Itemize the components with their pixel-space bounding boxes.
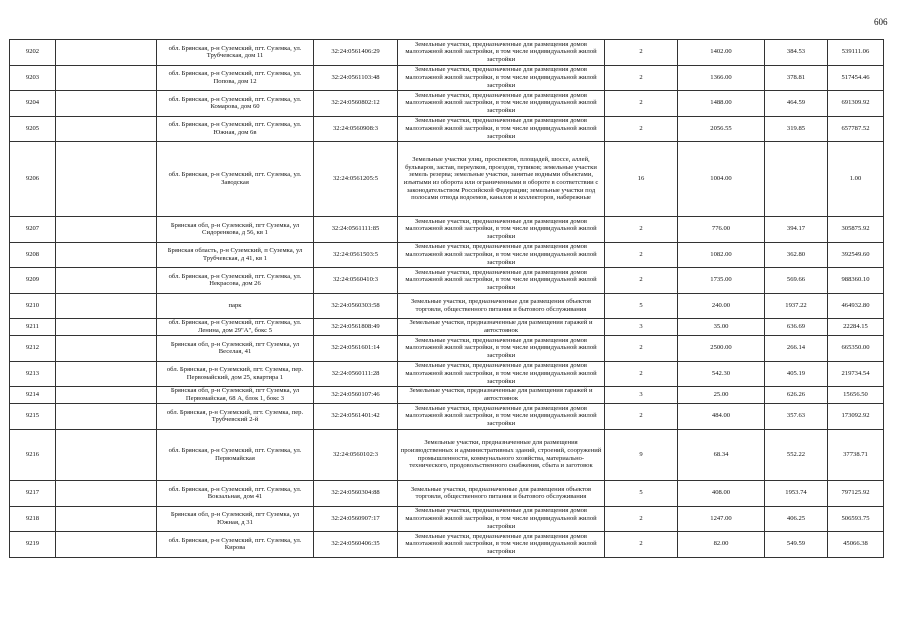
row-number-cell: 9212 bbox=[10, 336, 56, 362]
table-row bbox=[10, 242, 884, 268]
table-row bbox=[10, 404, 884, 430]
cadastral-number-cell: 32:24:0561401:42 bbox=[314, 404, 398, 430]
table-row bbox=[10, 40, 884, 66]
specific-value-cell: 552.22 bbox=[765, 429, 828, 481]
use-group-cell: 3 bbox=[605, 387, 678, 404]
table-row bbox=[10, 116, 884, 142]
specific-value-cell: 636.69 bbox=[765, 319, 828, 336]
cadastral-number-cell: 32:24:0560111:28 bbox=[314, 361, 398, 387]
cadastral-number-cell: 32:24:0560908:3 bbox=[314, 116, 398, 142]
land-use-cell: Земельные участки, предназначенные для размещения домов малоэтажной жилой застройки, в том числе индивидуальной жилой застройки bbox=[398, 217, 605, 243]
use-group-cell: 2 bbox=[605, 268, 678, 294]
use-group-cell: 9 bbox=[605, 429, 678, 481]
address-cell: Брянская обл, р-н Суземский, пгт Суземка, ул Южная, д 31 bbox=[157, 506, 314, 532]
address-cell: обл. Брянская, р-н Суземский, пгт. Суземка, ул. Заводская bbox=[157, 142, 314, 217]
use-group-cell: 2 bbox=[605, 65, 678, 91]
table-row bbox=[10, 532, 884, 558]
table-row bbox=[10, 506, 884, 532]
area-cell: 1247.00 bbox=[678, 506, 765, 532]
specific-value-cell: 626.26 bbox=[765, 387, 828, 404]
cadastral-number-cell: 32:24:0560304:88 bbox=[314, 481, 398, 507]
area-cell: 25.00 bbox=[678, 387, 765, 404]
cadastral-value-cell: 665350.00 bbox=[828, 336, 884, 362]
land-use-cell: Земельные участки, предназначенные для размещения объектов торговли, общественного питания и бытового обслуживания bbox=[398, 293, 605, 319]
table-row bbox=[10, 319, 884, 336]
specific-value-cell: 1937.22 bbox=[765, 293, 828, 319]
row-number-cell: 9209 bbox=[10, 268, 56, 294]
land-use-cell: Земельные участки, предназначенные для размещения домов малоэтажной жилой застройки, в том числе индивидуальной жилой застройки bbox=[398, 91, 605, 117]
table-row bbox=[10, 336, 884, 362]
empty-cell bbox=[56, 319, 157, 336]
use-group-cell: 2 bbox=[605, 91, 678, 117]
specific-value-cell: 464.59 bbox=[765, 91, 828, 117]
cadastral-number-cell: 32:24:0560410:3 bbox=[314, 268, 398, 294]
area-cell: 82.00 bbox=[678, 532, 765, 558]
cadastral-number-cell: 32:24:0561503:5 bbox=[314, 242, 398, 268]
address-cell: Брянская обл, р-н Суземский, пгт Суземка, ул Первомайская, 68 А, блок 1, бокс 3 bbox=[157, 387, 314, 404]
table-row bbox=[10, 217, 884, 243]
use-group-cell: 2 bbox=[605, 336, 678, 362]
row-number-cell: 9202 bbox=[10, 40, 56, 66]
address-cell: обл. Брянская, р-н Суземский, пгт. Суземка, ул. Кирова bbox=[157, 532, 314, 558]
row-number-cell: 9219 bbox=[10, 532, 56, 558]
address-cell: обл. Брянская, р-н Суземский, пгт. Суземка, ул. Некрасова, дом 26 bbox=[157, 268, 314, 294]
row-number-cell: 9211 bbox=[10, 319, 56, 336]
row-number-cell: 9216 bbox=[10, 429, 56, 481]
cadastral-value-cell: 22284.15 bbox=[828, 319, 884, 336]
cadastral-value-cell: 691309.92 bbox=[828, 91, 884, 117]
specific-value-cell: 394.17 bbox=[765, 217, 828, 243]
empty-cell bbox=[56, 429, 157, 481]
specific-value-cell: 1953.74 bbox=[765, 481, 828, 507]
area-cell: 1366.00 bbox=[678, 65, 765, 91]
row-number-cell: 9213 bbox=[10, 361, 56, 387]
area-cell: 484.00 bbox=[678, 404, 765, 430]
address-cell: Брянская обл, р-н Суземский, пгт Суземка, ул Веселая, 41 bbox=[157, 336, 314, 362]
cadastral-value-cell: 797125.92 bbox=[828, 481, 884, 507]
area-cell: 1082.00 bbox=[678, 242, 765, 268]
cadastral-number-cell: 32:24:0561205:5 bbox=[314, 142, 398, 217]
cadastral-value-cell: 1.00 bbox=[828, 142, 884, 217]
cadastral-value-cell: 517454.46 bbox=[828, 65, 884, 91]
area-cell: 68.34 bbox=[678, 429, 765, 481]
area-cell: 2500.00 bbox=[678, 336, 765, 362]
cadastral-number-cell: 32:24:0561103:48 bbox=[314, 65, 398, 91]
empty-cell bbox=[56, 387, 157, 404]
address-cell: парк bbox=[157, 293, 314, 319]
cadastral-number-cell: 32:24:0561406:29 bbox=[314, 40, 398, 66]
specific-value-cell: 378.81 bbox=[765, 65, 828, 91]
land-use-cell: Земельные участки, предназначенные для размещения домов малоэтажной жилой застройки, в том числе индивидуальной жилой застройки bbox=[398, 532, 605, 558]
land-use-cell: Земельные участки, предназначенные для размещения домов малоэтажной жилой застройки, в том числе индивидуальной жилой застройки bbox=[398, 361, 605, 387]
specific-value-cell: 266.14 bbox=[765, 336, 828, 362]
cadastral-value-cell: 988360.10 bbox=[828, 268, 884, 294]
table-row bbox=[10, 91, 884, 117]
land-use-cell: Земельные участки, предназначенные для размещения гаражей и автостоянок bbox=[398, 319, 605, 336]
area-cell: 542.30 bbox=[678, 361, 765, 387]
address-cell: Брянская обл, р-н Суземский, пгт Суземка, ул Сидоренкова, д 56, кв 1 bbox=[157, 217, 314, 243]
land-use-cell: Земельные участки, предназначенные для размещения гаражей и автостоянок bbox=[398, 387, 605, 404]
land-use-cell: Земельные участки, предназначенные для размещения домов малоэтажной жилой застройки, в том числе индивидуальной жилой застройки bbox=[398, 506, 605, 532]
cadastral-number-cell: 32:24:0561111:85 bbox=[314, 217, 398, 243]
use-group-cell: 5 bbox=[605, 293, 678, 319]
cadastral-value-cell: 219734.54 bbox=[828, 361, 884, 387]
specific-value-cell: 384.53 bbox=[765, 40, 828, 66]
area-cell: 1735.00 bbox=[678, 268, 765, 294]
land-use-cell: Земельные участки, предназначенные для размещения домов малоэтажной жилой застройки, в том числе индивидуальной жилой застройки bbox=[398, 116, 605, 142]
cadastral-number-cell: 32:24:0561601:14 bbox=[314, 336, 398, 362]
land-use-cell: Земельные участки, предназначенные для размещения домов малоэтажной жилой застройки, в том числе индивидуальной жилой застройки bbox=[398, 40, 605, 66]
empty-cell bbox=[56, 142, 157, 217]
cadastral-number-cell: 32:24:0560107:46 bbox=[314, 387, 398, 404]
land-use-cell: Земельные участки, предназначенные для размещения объектов торговли, общественного питания и бытового обслуживания bbox=[398, 481, 605, 507]
empty-cell bbox=[56, 506, 157, 532]
specific-value-cell: 569.66 bbox=[765, 268, 828, 294]
cadastral-number-cell: 32:24:0560102:3 bbox=[314, 429, 398, 481]
table-body bbox=[10, 40, 884, 558]
row-number-cell: 9207 bbox=[10, 217, 56, 243]
address-cell: обл. Брянская, р-н Суземский, пгт. Суземка, пер. Трубчевский 2-й bbox=[157, 404, 314, 430]
use-group-cell: 2 bbox=[605, 404, 678, 430]
empty-cell bbox=[56, 361, 157, 387]
cadastral-value-cell: 392549.60 bbox=[828, 242, 884, 268]
cadastral-value-cell: 173092.92 bbox=[828, 404, 884, 430]
empty-cell bbox=[56, 481, 157, 507]
empty-cell bbox=[56, 116, 157, 142]
use-group-cell: 2 bbox=[605, 40, 678, 66]
cadastral-number-cell: 32:24:0560802:12 bbox=[314, 91, 398, 117]
empty-cell bbox=[56, 242, 157, 268]
table-row bbox=[10, 429, 884, 481]
specific-value-cell: 405.19 bbox=[765, 361, 828, 387]
cadastral-value-cell: 15656.50 bbox=[828, 387, 884, 404]
table-row bbox=[10, 268, 884, 294]
specific-value-cell: 319.85 bbox=[765, 116, 828, 142]
row-number-cell: 9204 bbox=[10, 91, 56, 117]
area-cell: 776.00 bbox=[678, 217, 765, 243]
address-cell: обл. Брянская, р-н Суземский, пгт. Суземка, ул. Комарова, дом 60 bbox=[157, 91, 314, 117]
cadastral-value-cell: 45066.38 bbox=[828, 532, 884, 558]
area-cell: 1004.00 bbox=[678, 142, 765, 217]
cadastral-value-cell: 37738.71 bbox=[828, 429, 884, 481]
empty-cell bbox=[56, 268, 157, 294]
specific-value-cell bbox=[765, 142, 828, 217]
use-group-cell: 3 bbox=[605, 319, 678, 336]
address-cell: обл. Брянская, р-н Суземский, пгт. Суземка, ул. Южная, дом 6в bbox=[157, 116, 314, 142]
specific-value-cell: 549.59 bbox=[765, 532, 828, 558]
land-registry-table bbox=[9, 39, 884, 558]
land-use-cell: Земельные участки, предназначенные для размещения домов малоэтажной жилой застройки, в том числе индивидуальной жилой застройки bbox=[398, 336, 605, 362]
table-row bbox=[10, 481, 884, 507]
area-cell: 1488.00 bbox=[678, 91, 765, 117]
empty-cell bbox=[56, 217, 157, 243]
table-row bbox=[10, 142, 884, 217]
empty-cell bbox=[56, 293, 157, 319]
area-cell: 35.00 bbox=[678, 319, 765, 336]
address-cell: обл. Брянская, р-н Суземский, пгт. Суземка, ул. Трубчевская, дом 11 bbox=[157, 40, 314, 66]
row-number-cell: 9203 bbox=[10, 65, 56, 91]
row-number-cell: 9208 bbox=[10, 242, 56, 268]
row-number-cell: 9205 bbox=[10, 116, 56, 142]
empty-cell bbox=[56, 404, 157, 430]
cadastral-value-cell: 506593.75 bbox=[828, 506, 884, 532]
empty-cell bbox=[56, 40, 157, 66]
use-group-cell: 2 bbox=[605, 242, 678, 268]
address-cell: обл. Брянская, р-н Суземский, пгт. Суземка, ул. Ленина, дом 29"А", бокс 5 bbox=[157, 319, 314, 336]
row-number-cell: 9210 bbox=[10, 293, 56, 319]
use-group-cell: 2 bbox=[605, 116, 678, 142]
cadastral-value-cell: 657787.52 bbox=[828, 116, 884, 142]
use-group-cell: 2 bbox=[605, 532, 678, 558]
land-use-cell: Земельные участки, предназначенные для размещения домов малоэтажной жилой застройки, в том числе индивидуальной жилой застройки bbox=[398, 242, 605, 268]
table-row bbox=[10, 387, 884, 404]
use-group-cell: 2 bbox=[605, 506, 678, 532]
address-cell: обл. Брянская, р-н Суземский, пгт. Суземка, пер. Первомайский, дом 25, квартира 1 bbox=[157, 361, 314, 387]
specific-value-cell: 362.80 bbox=[765, 242, 828, 268]
empty-cell bbox=[56, 91, 157, 117]
cadastral-number-cell: 32:24:0560406:35 bbox=[314, 532, 398, 558]
specific-value-cell: 406.25 bbox=[765, 506, 828, 532]
cadastral-value-cell: 539111.06 bbox=[828, 40, 884, 66]
cadastral-number-cell: 32:24:0560303:58 bbox=[314, 293, 398, 319]
address-cell: обл. Брянская, р-н Суземский, пгт. Суземка, ул. Первомайская bbox=[157, 429, 314, 481]
row-number-cell: 9217 bbox=[10, 481, 56, 507]
row-number-cell: 9215 bbox=[10, 404, 56, 430]
row-number-cell: 9218 bbox=[10, 506, 56, 532]
table-row bbox=[10, 361, 884, 387]
empty-cell bbox=[56, 532, 157, 558]
table-row bbox=[10, 293, 884, 319]
address-cell: обл. Брянская, р-н Суземский, пгт. Суземка, ул. Попова, дом 12 bbox=[157, 65, 314, 91]
land-use-cell: Земельные участки, предназначенные для размещения домов малоэтажной жилой застройки, в том числе индивидуальной жилой застройки bbox=[398, 65, 605, 91]
page-number: 606 bbox=[874, 17, 888, 27]
row-number-cell: 9206 bbox=[10, 142, 56, 217]
empty-cell bbox=[56, 336, 157, 362]
specific-value-cell: 357.63 bbox=[765, 404, 828, 430]
use-group-cell: 16 bbox=[605, 142, 678, 217]
cadastral-value-cell: 305875.92 bbox=[828, 217, 884, 243]
row-number-cell: 9214 bbox=[10, 387, 56, 404]
land-use-cell: Земельные участки, предназначенные для размещения производственных и административных зданий, строений, сооружений промышленности, коммунального хозяйства, материально-технического, продовольственного снабжения, сбыта и заготовок bbox=[398, 429, 605, 481]
address-cell: Брянская область, р-н Суземский, п Суземка, ул Трубчевская, д 41, кв 1 bbox=[157, 242, 314, 268]
area-cell: 240.00 bbox=[678, 293, 765, 319]
address-cell: обл. Брянская, р-н Суземский, пгт. Суземка, ул. Вокзальная, дом 41 bbox=[157, 481, 314, 507]
land-use-cell: Земельные участки улиц, проспектов, площадей, шоссе, аллей, бульваров, застав, переулков, проездов, тупиков; земельные участки земель резерва; земельные участки, занятые водными объектами, изъятыми из оборота или ограниченными в обороте в соответствии с законодательством Российской Федерации; земельные участки под полосами отвода водоемов, каналов и коллекторов, набережные bbox=[398, 142, 605, 217]
use-group-cell: 2 bbox=[605, 361, 678, 387]
table-row bbox=[10, 65, 884, 91]
cadastral-number-cell: 32:24:0560907:17 bbox=[314, 506, 398, 532]
cadastral-number-cell: 32:24:0561808:49 bbox=[314, 319, 398, 336]
use-group-cell: 5 bbox=[605, 481, 678, 507]
area-cell: 2056.55 bbox=[678, 116, 765, 142]
area-cell: 1402.00 bbox=[678, 40, 765, 66]
land-use-cell: Земельные участки, предназначенные для размещения домов малоэтажной жилой застройки, в том числе индивидуальной жилой застройки bbox=[398, 404, 605, 430]
use-group-cell: 2 bbox=[605, 217, 678, 243]
area-cell: 408.00 bbox=[678, 481, 765, 507]
cadastral-value-cell: 464932.80 bbox=[828, 293, 884, 319]
empty-cell bbox=[56, 65, 157, 91]
land-use-cell: Земельные участки, предназначенные для размещения домов малоэтажной жилой застройки, в том числе индивидуальной жилой застройки bbox=[398, 268, 605, 294]
